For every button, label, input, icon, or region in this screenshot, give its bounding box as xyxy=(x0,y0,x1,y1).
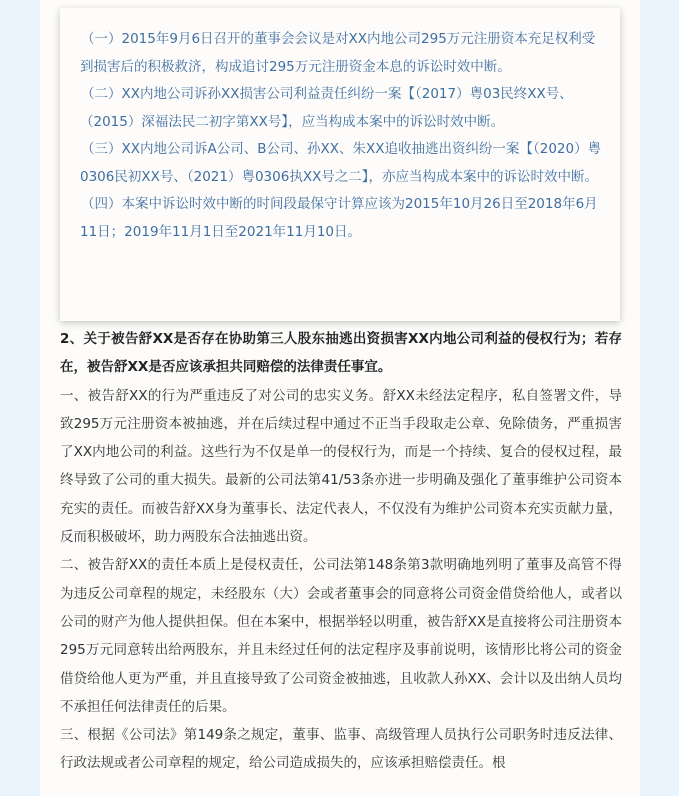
body-paragraph-3: 三、根据《公司法》第149条之规定，董事、监事、高级管理人员执行公司职务时违反法律、行政法规或者公司章程的规定，给公司造成损失的，应该承担赔偿责任。根 xyxy=(60,727,622,772)
article-body xyxy=(60,325,622,778)
finding-item-4: （四）本案中诉讼时效中断的时间段最保守计算应该为2015年10月26日至2018年6月11日；2019年11月1日至2021年11月10日。 xyxy=(80,196,598,240)
body-paragraph-1: 一、被告舒XX的行为严重违反了对公司的忠实义务。舒XX未经法定程序，私自签署文件，导致295万元注册资本被抽逃，并在后续过程中通过不正当手段取走公章、免除债务，严重损害了XX内地公司的利益。这些行为不仅是单一的侵权行为，而是一个持续、复合的侵权过程，最终导致了公司的重大损失。最新的公司法第41/53条亦进一步明确及强化了董事维护公司资本充实的责任。而被告舒XX身为董事长、法定代表人，不仅没有为维护公司资本充实贡献力量，反而积极破坏，助力两股东合法抽逃出资。 xyxy=(60,387,622,546)
finding-item-3: （三）XX内地公司诉A公司、B公司、孙XX、朱XX追收抽逃出资纠纷一案【（2020）粤0306民初XX号、（2021）粤0306执XX号之二】，亦应当构成本案中的诉讼时效中断。 xyxy=(80,141,602,185)
finding-item-2: （二）XX内地公司诉孙XX损害公司利益责任纠纷一案【（2017）粤03民终XX号、（2015）深福法民二初字第XX号】，应当构成本案中的诉讼时效中断。 xyxy=(80,86,573,130)
quoted-findings-box xyxy=(60,8,620,321)
section-heading: 2、关于被告舒XX是否存在协助第三人股东抽逃出资损害XX内地公司利益的侵权行为；若存在，被告舒XX是否应该承担共同赔偿的法律责任事宜。 xyxy=(60,331,622,376)
finding-item-1: （一）2015年9月6日召开的董事会会议是对XX内地公司295万元注册资本充足权利受到损害后的积极救济，构成追讨295万元注册资金本息的诉讼时效中断。 xyxy=(80,31,596,75)
article-page xyxy=(40,0,640,796)
body-paragraph-2: 二、被告舒XX的责任本质上是侵权责任，公司法第148条第3款明确地列明了董事及高管不得为违反公司章程的规定，未经股东（大）会或者董事会的同意将公司资金借贷给他人，或者以公司的财产为他人提供担保。但在本案中，根据举轻以明重，被告舒XX是直接将公司注册资本295万元同意转出给两股东，并且未经过任何的法定程序及事前说明，该情形比将公司的资金借贷给他人更为严重，并且直接导致了公司资金被抽逃，且收款人孙XX、会计以及出纳人员均不承担任何法律责任的后果。 xyxy=(60,557,622,715)
